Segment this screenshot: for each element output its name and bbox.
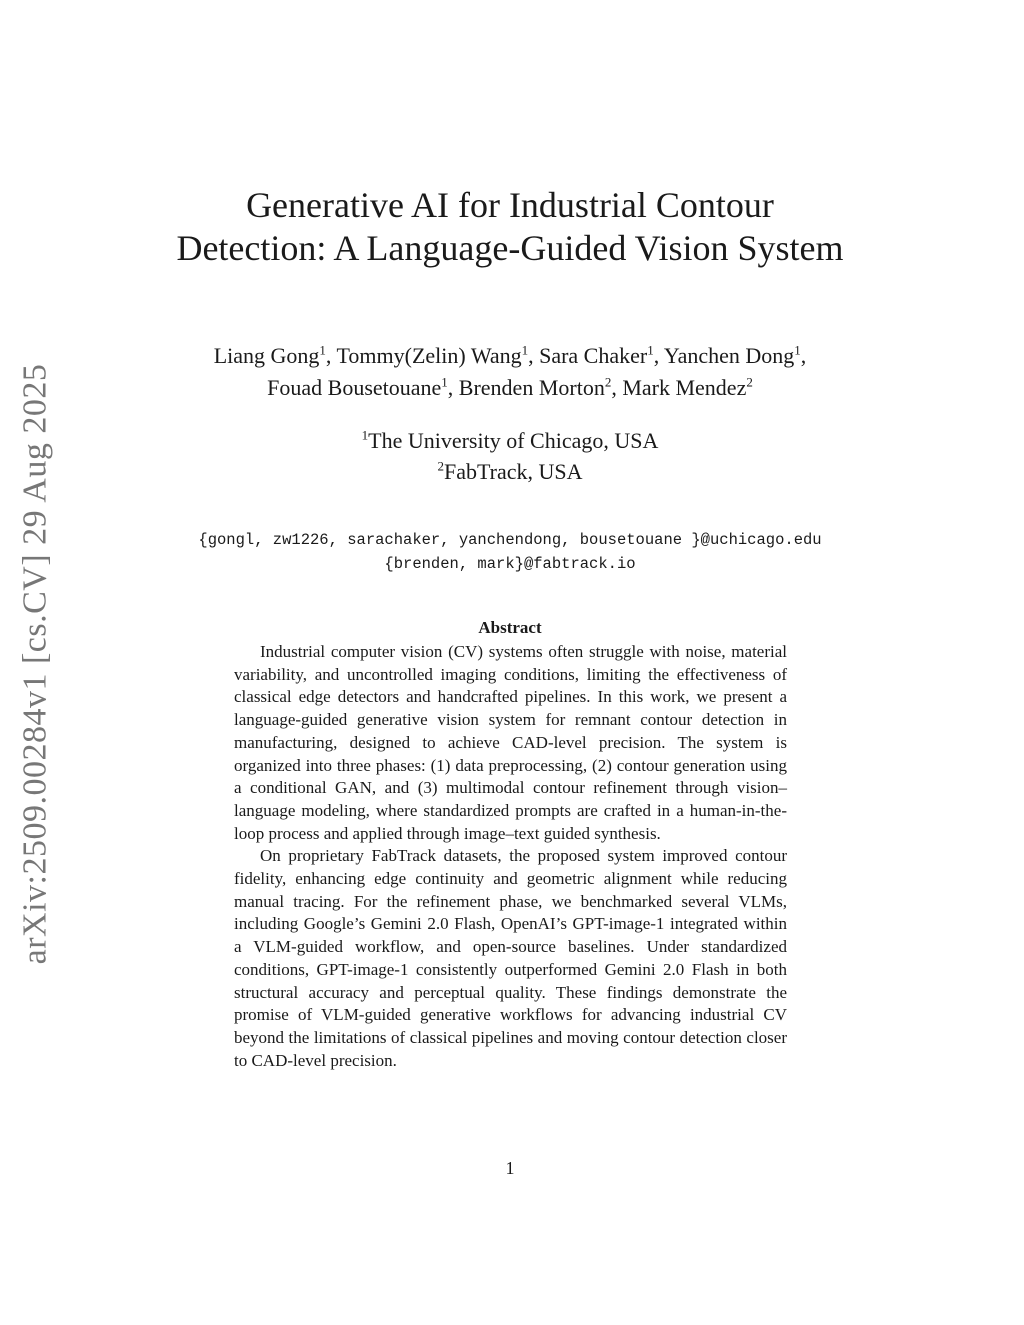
author-name: Brenden Morton xyxy=(458,375,605,400)
affiliation-text: The University of Chicago, USA xyxy=(368,428,659,453)
author-list: Liang Gong$^1$, Tommy(Zelin) Wang$^1$, Sara Chaker$^1$, Yanchen Dong$^1$, Fouad Bousetouane$^1$, Brenden Morton$^2$, Mark Mendez$^2$ xyxy=(213,342,807,400)
author-name: Yanchen Dong xyxy=(663,343,795,368)
author-affil-mark: 2 xyxy=(604,374,612,390)
title-line-1: Generative AI for Industrial Contour xyxy=(246,185,774,225)
author-affil-mark: 1 xyxy=(319,342,326,358)
abstract-paragraph: On proprietary FabTrack datasets, the proposed system improved contour fidelity, enhancing edge continuity and geometric alignment while reducing manual tracing. For the refinement phase, we benchmarked several VLMs, including Google’s Gemini 2.0 Flash, OpenAI’s GPT-image-1 integrated within a VLM-guided workflow, and open-source baselines. Under standardized conditions, GPT-image-1 consistently outperformed Gemini 2.0 Flash in both structural accuracy and perceptual quality. These findings demonstrate the promise of VLM-guided generative workflows for advancing industrial CV beyond the limitations of classical pipelines and moving contour detection closer to CAD-level precision. xyxy=(234,846,787,1070)
affiliation-list xyxy=(100,425,920,487)
author-affil-mark: 1 xyxy=(521,342,529,358)
affiliation-item xyxy=(100,456,920,487)
arxiv-sidebar xyxy=(0,363,70,965)
title-line-2: Detection: A Language-Guided Vision System xyxy=(176,228,844,268)
author-name: Liang Gong xyxy=(213,343,320,368)
arxiv-identifier: arXiv:2509.00284v1 [cs.CV] 29 Aug 2025 xyxy=(16,363,53,965)
abstract-body xyxy=(234,641,787,1072)
affiliation-item xyxy=(100,425,920,456)
author-affil-mark: 1 xyxy=(441,374,448,390)
affiliation-mark: 2 xyxy=(437,458,444,474)
author-name: Tommy(Zelin) Wang xyxy=(336,343,522,368)
affiliation-mark: 1 xyxy=(361,427,369,443)
author-affil-mark: 1 xyxy=(794,342,801,358)
abstract-heading: Abstract xyxy=(478,618,542,637)
page-number: 1 xyxy=(505,1158,515,1178)
paper-title xyxy=(100,184,920,270)
author-affil-mark: 2 xyxy=(746,374,753,390)
email-line: {gongl, zw1226, sarachaker, yanchendong, bousetouane }@uchicago.edu xyxy=(198,531,822,549)
abstract-paragraph: Industrial computer vision (CV) systems often struggle with noise, material variability, and uncontrolled imaging conditions, limiting the effectiveness of classical edge detectors and handcrafted pipelines. In this work, we present a language-guided generative vision system for remnant contour detection in manufacturing, designed to achieve CAD-level precision. The system is organized into three phases: (1) data preprocessing, (2) contour generation using a conditional GAN, and (3) multimodal contour refinement through vision–language modeling, where standardized prompts are crafted in a human-in-the-loop process and applied through image–text guided synthesis. xyxy=(234,642,787,843)
author-affil-mark: 1 xyxy=(647,342,654,358)
affiliation-text: FabTrack, USA xyxy=(443,459,583,484)
email-list xyxy=(100,528,920,576)
author-name: Fouad Bousetouane xyxy=(267,375,442,400)
author-name: Mark Mendez xyxy=(622,375,747,400)
email-line: {brenden, mark}@fabtrack.io xyxy=(384,555,636,573)
author-name: Sara Chaker xyxy=(539,343,648,368)
